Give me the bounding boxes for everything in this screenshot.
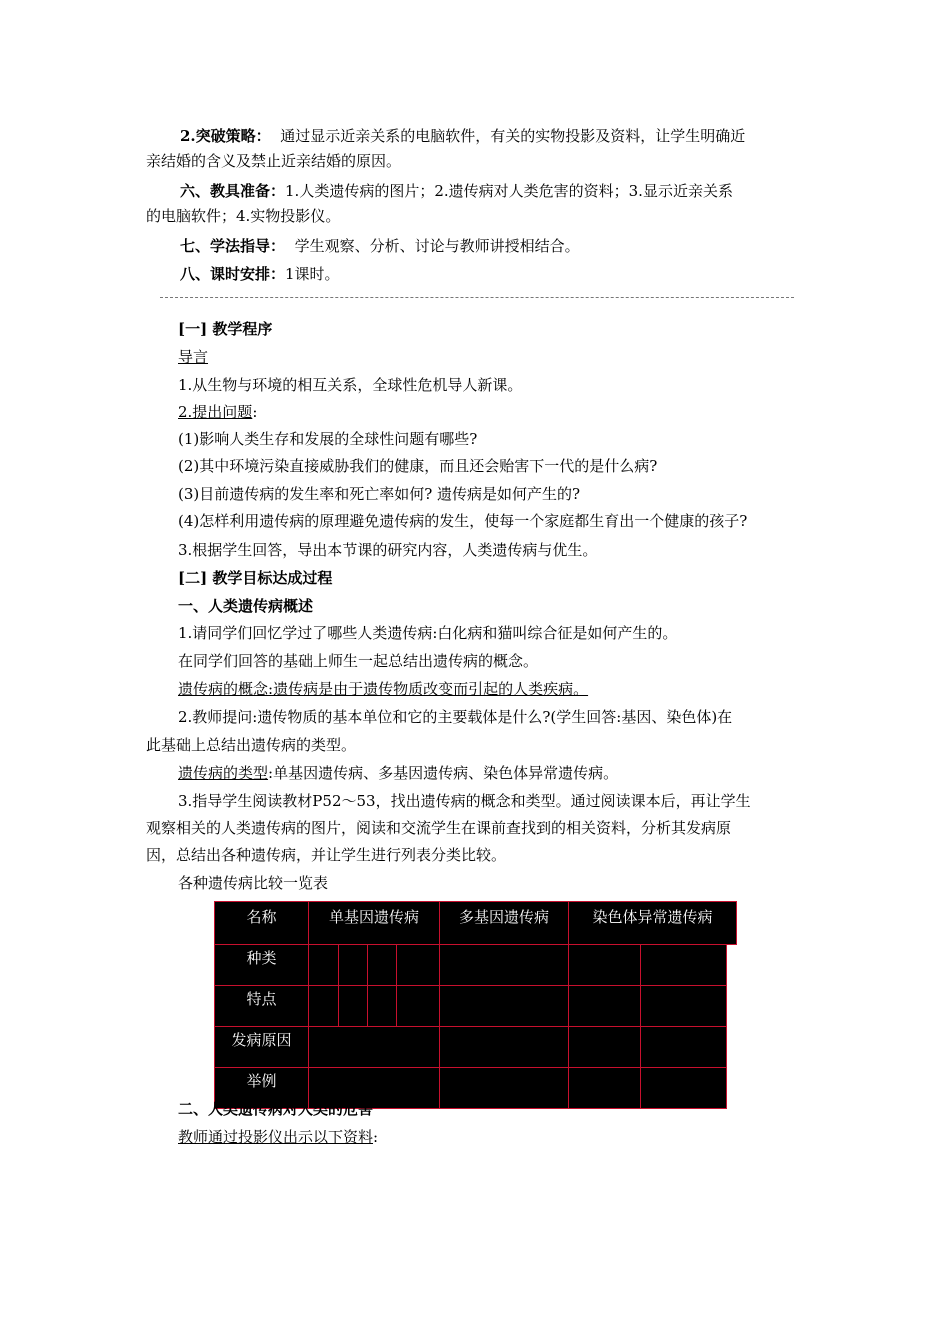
harm-text: 教师通过投影仪出示以下资料 [178, 1128, 374, 1146]
question-line-3: 3.根据学生回答，导出本节课的研究内容，人类遗传病与优生。 [178, 541, 598, 559]
table-cell [339, 945, 368, 986]
table-cell [368, 986, 397, 1027]
teacher-question: 2.教师提问:遗传物质的基本单位和它的主要载体是什么?(学生回答:基因、染色体)在 [178, 708, 733, 726]
concept-text: :遗传病是由于遗传物质改变而引起的人类疾病。 [268, 680, 589, 698]
table-blank [727, 1027, 737, 1068]
table-cell [339, 986, 368, 1027]
table-row [215, 986, 737, 1027]
header-single-gene: 单基因遗传病 [309, 902, 440, 945]
table-cell [397, 986, 440, 1027]
reading-line-3: 因，总结出各种遗传病，并让学生进行列表分类比较。 [146, 846, 507, 864]
harm-colon: : [373, 1128, 379, 1146]
ask-questions-label: 2.提出问题 [178, 403, 253, 421]
harm-heading: 二、人类遗传病对人类的危害 [178, 1100, 374, 1118]
reading-line-2: 观察相关的人类遗传病的图片，阅读和交流学生在课前查找到的相关资料，分析其发病原 [146, 819, 732, 837]
table-cell [440, 945, 569, 986]
types-label: 遗传病的类型 [178, 764, 269, 782]
strategy-text-cont: 亲结婚的含义及禁止近亲结婚的原因。 [146, 152, 402, 170]
table-blank [727, 945, 737, 986]
table-cell [641, 986, 727, 1027]
overview-line-2: 在同学们回答的基础上师生一起总结出遗传病的概念。 [178, 652, 539, 670]
row-label-type: 种类 [215, 945, 309, 986]
table-row [215, 1027, 737, 1068]
table-cell [569, 1027, 641, 1068]
strategy-text: 通过显示近亲关系的电脑软件，有关的实物投影及资料，让学生明确近 [280, 127, 746, 145]
header-multi-gene: 多基因遗传病 [440, 902, 569, 945]
method-paragraph [180, 236, 580, 256]
table-cell [569, 1068, 641, 1109]
reading-line-1: 3.指导学生阅读教材P52～53，找出遗传病的概念和类型。通过阅读课本后，再让学生 [178, 792, 751, 810]
types-line [178, 763, 618, 783]
question-3: (3)目前遗传病的发生率和死亡率如何? 遗传病是如何产生的? [178, 485, 581, 503]
table-cell [309, 986, 339, 1027]
table-cell [641, 945, 727, 986]
question-line-2 [178, 402, 257, 422]
table-cell [440, 1027, 569, 1068]
table-cell [641, 1027, 727, 1068]
schedule-paragraph [180, 264, 340, 284]
question-2: (2)其中环境污染直接威胁我们的健康，而且还会贻害下一代的是什么病? [178, 457, 658, 475]
table-blank [727, 986, 737, 1027]
question-1: (1)影响人类生存和发展的全球性问题有哪些? [178, 430, 478, 448]
table-caption: 各种遗传病比较一览表 [178, 874, 329, 892]
question-4: (4)怎样利用遗传病的原理避免遗传病的发生，使每一个家庭都生育出一个健康的孩子? [178, 512, 748, 530]
table-blank [727, 1068, 737, 1109]
header-chromosome: 染色体异常遗传病 [569, 902, 737, 945]
schedule-text: 1课时。 [285, 265, 340, 283]
row-label-feature: 特点 [215, 986, 309, 1027]
comparison-table [214, 901, 737, 1109]
procedure-heading: [一] 教学程序 [178, 320, 273, 338]
table-cell [309, 1027, 440, 1068]
overview-heading: 一、人类遗传病概述 [178, 597, 314, 615]
process-heading: [二] 教学目标达成过程 [178, 569, 333, 587]
table-cell [440, 1068, 569, 1109]
strategy-paragraph [180, 126, 745, 146]
types-text: :单基因遗传病、多基因遗传病、染色体异常遗传病。 [268, 764, 619, 782]
table-cell [569, 986, 641, 1027]
overview-line-1: 1.请同学们回忆学过了哪些人类遗传病:白化病和猫叫综合征是如何产生的。 [178, 624, 678, 642]
ask-questions-colon: : [252, 403, 258, 421]
concept-label: 遗传病的概念 [178, 680, 269, 698]
schedule-label: 八、课时安排： [180, 265, 286, 283]
table-cell [309, 945, 339, 986]
teacher-question-cont: 此基础上总结出遗传病的类型。 [146, 736, 357, 754]
tools-paragraph [180, 181, 733, 201]
strategy-label: 2.突破策略： [180, 127, 271, 145]
harm-line [178, 1127, 378, 1147]
tools-text: 1.人类遗传病的图片；2.遗传病对人类危害的资料；3.显示近亲关系 [285, 182, 733, 200]
table-cell [368, 945, 397, 986]
table-cell [569, 945, 641, 986]
tools-label: 六、教具准备： [180, 182, 286, 200]
tools-text-cont: 的电脑软件；4.实物投影仪。 [146, 207, 341, 225]
table-row [215, 945, 737, 986]
method-text: 学生观察、分析、讨论与教师讲授相结合。 [294, 237, 580, 255]
table-header-row [215, 902, 737, 945]
table-cell [440, 986, 569, 1027]
header-name: 名称 [215, 902, 309, 945]
intro-heading: 导言 [178, 348, 209, 366]
question-line-1: 1.从生物与环境的相互关系，全球性危机导人新课。 [178, 376, 523, 394]
table-cell [397, 945, 440, 986]
method-label: 七、学法指导： [180, 237, 286, 255]
row-label-example: 举例 [215, 1068, 309, 1109]
concept-line [178, 679, 588, 699]
table-cell [641, 1068, 727, 1109]
row-label-cause: 发病原因 [215, 1027, 309, 1068]
section-divider [160, 297, 794, 298]
